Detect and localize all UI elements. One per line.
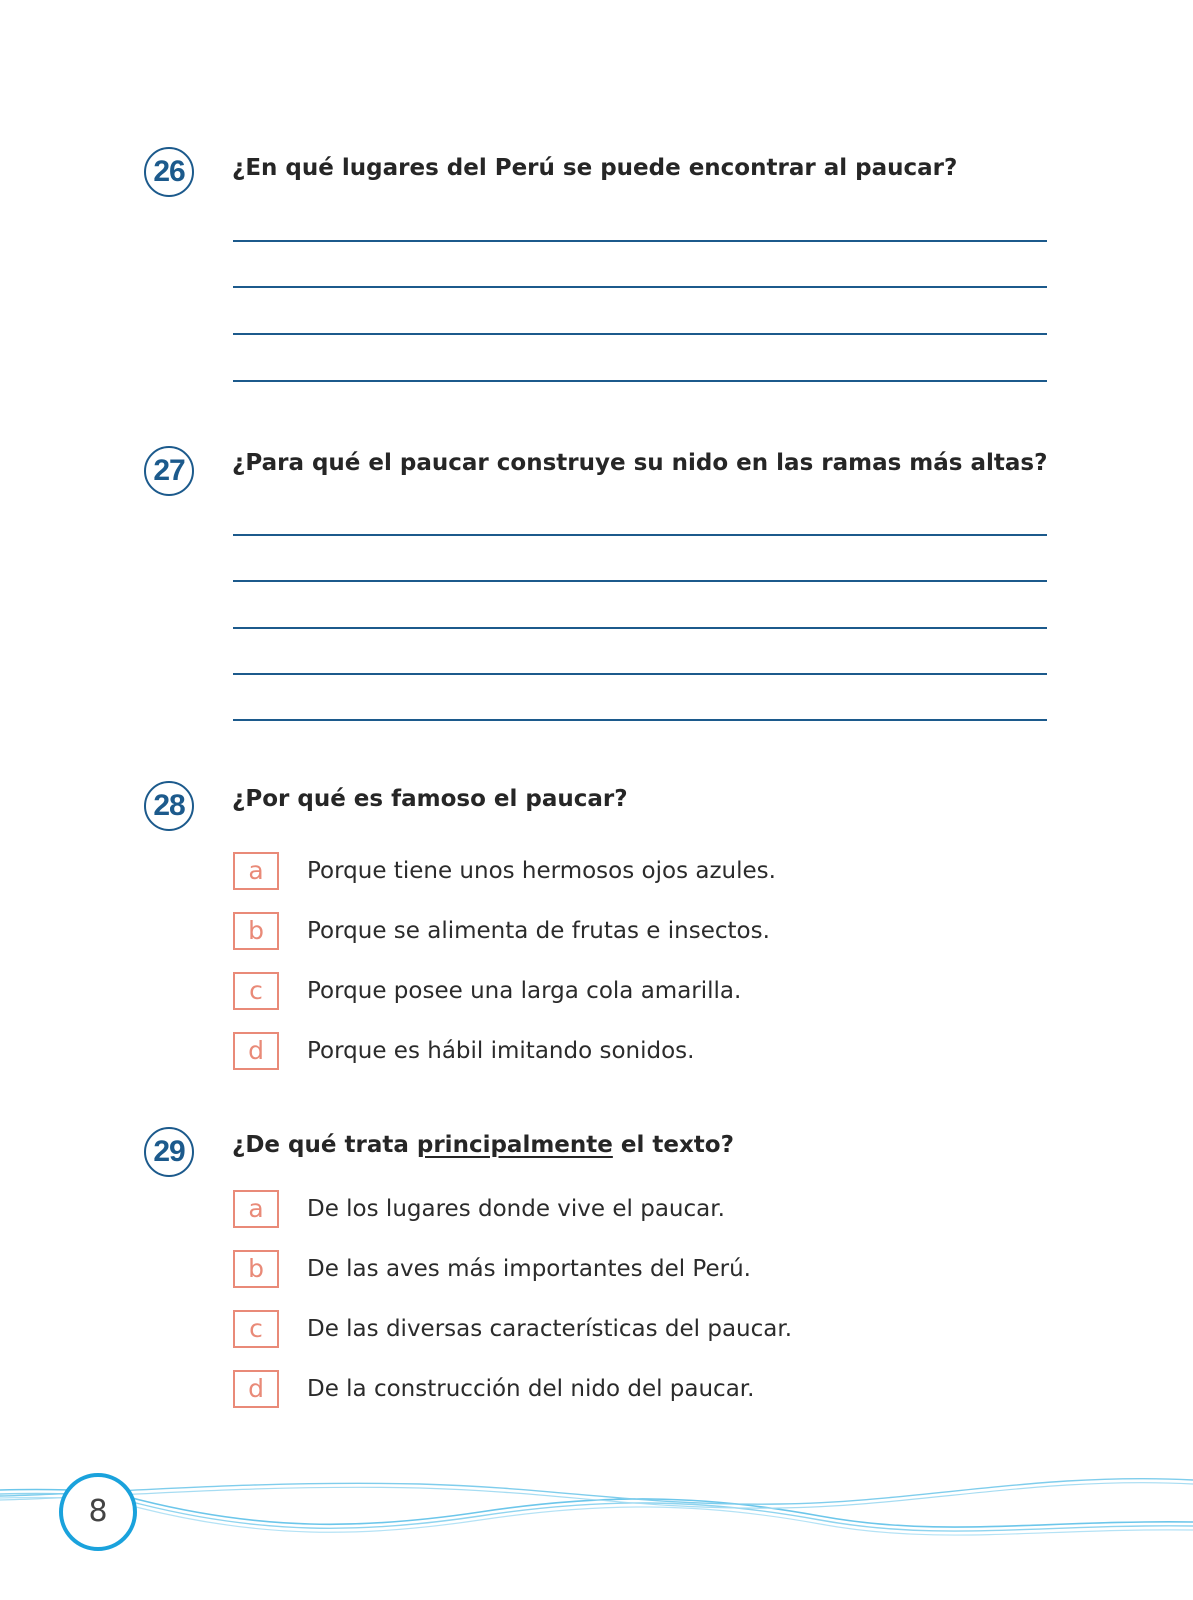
option-d[interactable] xyxy=(233,1370,1133,1410)
option-letter-box[interactable]: d xyxy=(233,1032,279,1070)
option-letter-box[interactable]: a xyxy=(233,852,279,890)
question-number-badge: 29 xyxy=(144,1127,194,1177)
option-letter-box[interactable]: c xyxy=(233,1310,279,1348)
option-text: Porque es hábil imitando sonidos. xyxy=(307,1038,695,1064)
option-text: Porque se alimenta de frutas e insectos. xyxy=(307,918,770,944)
answer-line[interactable] xyxy=(233,286,1047,288)
option-text: De los lugares donde vive el paucar. xyxy=(307,1196,725,1222)
answer-line[interactable] xyxy=(233,627,1047,629)
option-letter-box[interactable]: a xyxy=(233,1190,279,1228)
answer-line[interactable] xyxy=(233,719,1047,721)
answer-line[interactable] xyxy=(233,673,1047,675)
option-text: De la construcción del nido del paucar. xyxy=(307,1376,755,1402)
question-number-badge: 26 xyxy=(144,147,194,197)
option-b[interactable] xyxy=(233,912,1133,952)
option-text: De las aves más importantes del Perú. xyxy=(307,1256,751,1282)
answer-line[interactable] xyxy=(233,380,1047,382)
answer-line[interactable] xyxy=(233,333,1047,335)
option-d[interactable] xyxy=(233,1032,1133,1072)
option-letter-box[interactable]: b xyxy=(233,1250,279,1288)
option-letter-box[interactable]: c xyxy=(233,972,279,1010)
answer-line[interactable] xyxy=(233,580,1047,582)
option-a[interactable] xyxy=(233,852,1133,892)
option-letter-box[interactable]: d xyxy=(233,1370,279,1408)
question-text-end: el texto? xyxy=(620,1132,734,1158)
option-a[interactable] xyxy=(233,1190,1133,1230)
option-c[interactable] xyxy=(233,972,1133,1012)
question-text-start: ¿De qué trata xyxy=(232,1132,409,1158)
option-b[interactable] xyxy=(233,1250,1133,1290)
option-c[interactable] xyxy=(233,1310,1133,1350)
page-number-badge: 8 xyxy=(59,1473,137,1551)
answer-line[interactable] xyxy=(233,534,1047,536)
question-text: ¿Por qué es famoso el paucar? xyxy=(232,786,628,812)
question-number-badge: 27 xyxy=(144,446,194,496)
footer-wave-decoration xyxy=(0,1460,1193,1550)
option-text: Porque posee una larga cola amarilla. xyxy=(307,978,742,1004)
answer-line[interactable] xyxy=(233,240,1047,242)
question-number-badge: 28 xyxy=(144,781,194,831)
option-letter-box[interactable]: b xyxy=(233,912,279,950)
question-emphasis-word: principalmente xyxy=(416,1132,613,1158)
question-text: ¿En qué lugares del Perú se puede encontrar al paucar? xyxy=(232,155,958,181)
option-text: Porque tiene unos hermosos ojos azules. xyxy=(307,858,776,884)
question-text xyxy=(232,1132,734,1158)
question-text: ¿Para qué el paucar construye su nido en las ramas más altas? xyxy=(232,450,1048,476)
option-text: De las diversas características del paucar. xyxy=(307,1316,793,1342)
